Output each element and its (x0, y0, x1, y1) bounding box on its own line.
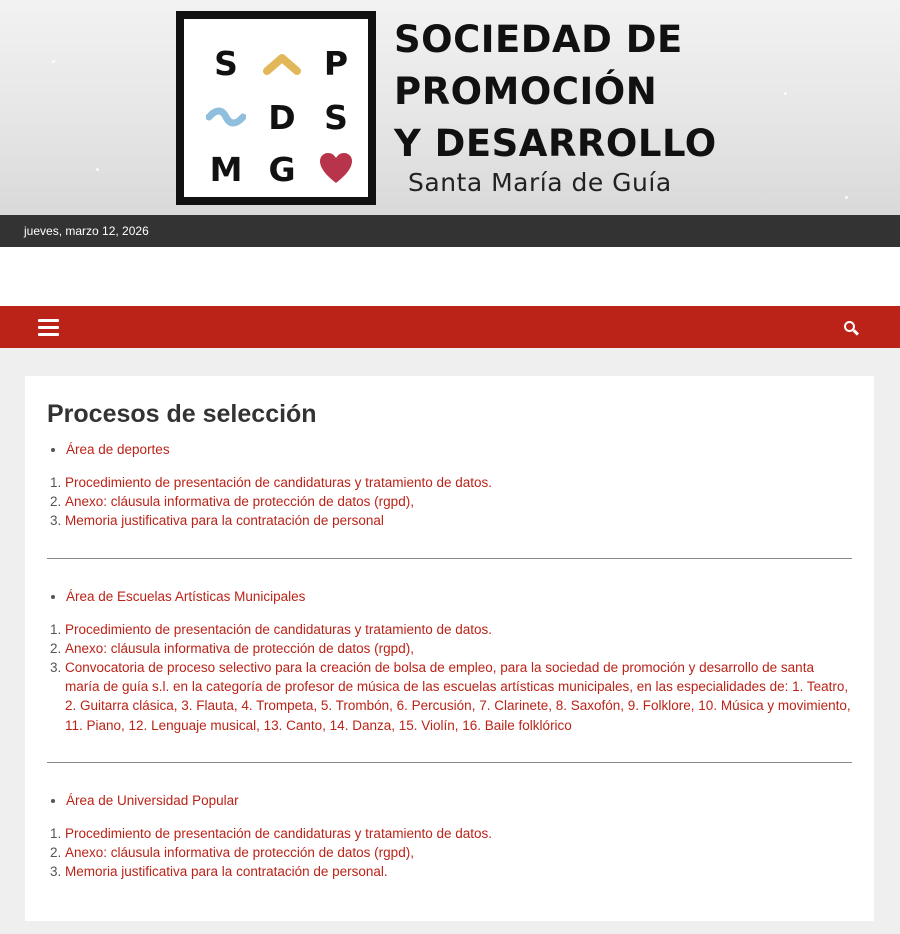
list-item (65, 658, 852, 735)
document-link[interactable]: Memoria justificativa para la contratación de personal. (65, 864, 388, 880)
section-universidad-popular (47, 790, 852, 882)
section-deportes (47, 439, 852, 531)
section-escuelas-artisticas (47, 586, 852, 735)
list-item (65, 620, 852, 639)
list-item (65, 843, 852, 862)
area-item (66, 439, 852, 461)
date-bar (0, 215, 900, 247)
chevron-up-icon (262, 43, 302, 83)
list-item (65, 862, 852, 881)
decorative-speck (845, 196, 848, 199)
list-item (65, 639, 852, 658)
document-link[interactable]: Convocatoria de proceso selectivo para la creación de bolsa de empleo, para la sociedad de promoción y desarrollo de santa maría de guía s.l. en la categoría de profesor de música de las escuelas artísticas municipales, en las especialidades de: 1. Teatro, 2. Guitarra clásica, 3. Flauta, 4. Trompeta, 5. Trombón, 6. Percusión, 7. Clarinete, 8. Saxofón, 9. Folklore, 10. Música y movimiento, 11. Piano, 12. Lenguaje musical, 13. Canto, 14. Danza, 15. Violín, 16. Baile folklórico (65, 660, 851, 733)
main-content (25, 376, 874, 921)
logo-letter: D (268, 97, 296, 137)
current-date: jueves, marzo 12, 2026 (24, 224, 149, 238)
area-link[interactable]: Área de deportes (66, 442, 170, 457)
search-icon[interactable] (844, 321, 860, 337)
list-item (65, 473, 852, 492)
decorative-speck (96, 168, 99, 171)
wave-icon (206, 97, 246, 137)
logo-letter: P (323, 43, 349, 83)
brand-line: SOCIEDAD DE (394, 18, 683, 61)
main-navbar (0, 306, 900, 348)
brand-name (394, 14, 717, 170)
document-link[interactable]: Memoria justificativa para la contratación de personal (65, 513, 384, 529)
hamburger-icon[interactable] (38, 319, 59, 336)
brand-subtitle: Santa María de Guía (408, 168, 672, 197)
document-link[interactable]: Procedimiento de presentación de candidaturas y tratamiento de datos. (65, 621, 493, 637)
site-header (0, 0, 900, 215)
list-item (65, 824, 852, 843)
heart-icon (316, 149, 356, 189)
area-item (66, 586, 852, 608)
area-item (66, 790, 852, 812)
section-divider (47, 762, 852, 763)
site-logo[interactable] (176, 11, 376, 205)
document-link[interactable]: Anexo: cláusula informativa de protección de datos (rgpd), (65, 640, 414, 656)
decorative-speck (52, 60, 55, 63)
brand-line: PROMOCIÓN (394, 70, 658, 113)
document-link[interactable]: Anexo: cláusula informativa de protección de datos (rgpd), (65, 494, 414, 510)
logo-letter: S (324, 97, 348, 137)
document-link[interactable]: Procedimiento de presentación de candidaturas y tratamiento de datos. (65, 475, 493, 490)
page-title: Procesos de selección (47, 400, 317, 428)
list-item (65, 492, 852, 511)
header-spacer (0, 247, 900, 306)
brand-line: Y DESARROLLO (394, 122, 717, 165)
document-link[interactable]: Anexo: cláusula informativa de protección de datos (rgpd), (65, 845, 414, 861)
document-link[interactable]: Procedimiento de presentación de candidaturas y tratamiento de datos. (65, 825, 493, 841)
logo-letter: M (209, 149, 243, 189)
logo-letter: S (214, 43, 238, 83)
section-divider (47, 558, 852, 559)
decorative-speck (784, 92, 787, 95)
area-link[interactable]: Área de Escuelas Artísticas Municipales (66, 588, 306, 604)
list-item (65, 511, 852, 530)
area-link[interactable]: Área de Universidad Popular (66, 792, 239, 808)
logo-letter: G (268, 149, 296, 189)
